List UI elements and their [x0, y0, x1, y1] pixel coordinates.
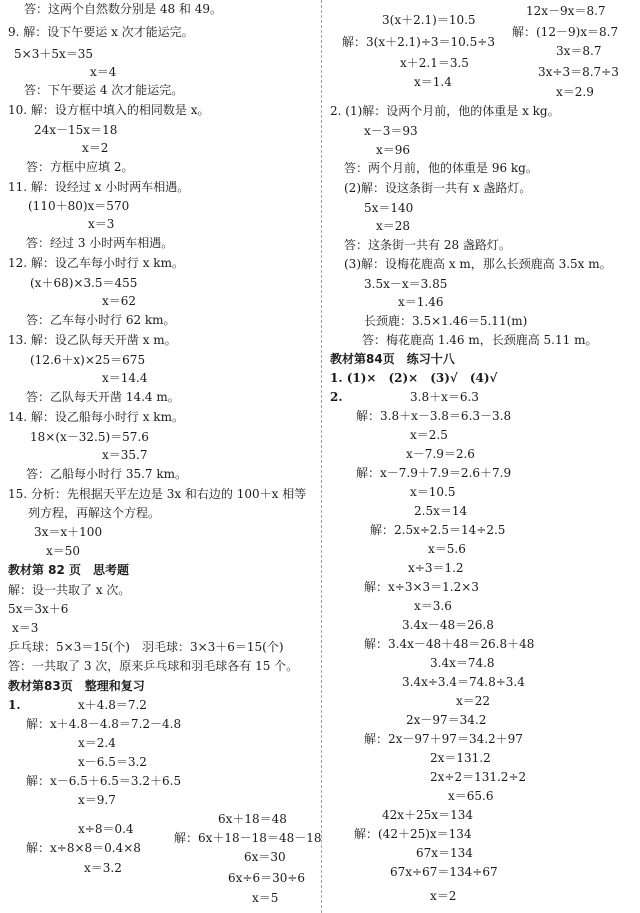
answer-line: 答：一共取了 3 次，原来乒乓球和羽毛球各有 15 个。	[8, 659, 299, 673]
equation-line: 解：x÷8×8＝0.4×8	[26, 841, 141, 855]
equation-line: 解：x＋4.8－4.8＝7.2－4.8	[26, 717, 182, 731]
sub-problem: (2)解：设这条街一共有 x 盏路灯。	[344, 181, 532, 195]
equation-line: 5x＝140	[364, 201, 414, 215]
equation-line: 解：x－6.5＋6.5＝3.2＋6.5	[26, 774, 182, 788]
equation-line: 18×(x－32.5)＝57.6	[30, 430, 149, 444]
sub-problem: (3)解：设梅花鹿高 x m，那么长颈鹿高 3.5x m。	[344, 257, 612, 271]
column-divider	[321, 0, 322, 913]
equation-line: x＝14.4	[102, 371, 148, 385]
equation-line: 解：x－7.9＋7.9＝2.6＋7.9	[356, 466, 512, 480]
equation-line: x÷3＝1.2	[408, 561, 464, 575]
answer-line: 答：两个月前，他的体重是 96 kg。	[344, 161, 538, 175]
equation-line: x＝3.6	[414, 599, 452, 613]
problem-2: 2. (1)解：设两个月前，他的体重是 x kg。	[330, 104, 560, 118]
equation-line: 解：2x－97＋97＝34.2＋97	[364, 732, 523, 746]
equation-line: 6x＝30	[244, 850, 286, 864]
equation-line: x－3＝93	[364, 124, 418, 138]
equation-line: 3x＝8.7	[556, 44, 602, 58]
equation-line: x－7.9＝2.6	[406, 447, 475, 461]
section-heading-page-84: 教材第84页 练习十八	[330, 352, 455, 366]
problem-1: 1.	[8, 698, 21, 712]
equation-line: x＝2	[82, 141, 109, 155]
analysis-line: 列方程，再解这个方程。	[28, 506, 161, 520]
equation-line: x＝96	[376, 143, 411, 157]
equation-line: x＝2	[430, 889, 457, 903]
equation-line: 2.5x＝14	[414, 504, 468, 518]
equation-line: x＝62	[102, 294, 137, 308]
answer-line: 答：乙车每小时行 62 km。	[26, 313, 176, 327]
answer-line: 答：经过 3 小时两车相遇。	[26, 236, 174, 250]
equation-line: 24x－15x＝18	[34, 123, 118, 137]
equation-line: x＝3	[12, 621, 39, 635]
equation-line: (x＋68)×3.5＝455	[30, 276, 138, 290]
answer-line: 答：下午要运 4 次才能运完。	[24, 83, 184, 97]
equation-line: 解：x÷3×3＝1.2×3	[364, 580, 479, 594]
equation-line: 42x＋25x＝134	[382, 808, 473, 822]
equation-line: x＋2.1＝3.5	[400, 56, 469, 70]
equation-line: 3x＝x＋100	[34, 525, 103, 539]
equation-line: x＝4	[90, 65, 117, 79]
calculation-line: 长颈鹿：3.5×1.46＝5.11(m)	[364, 314, 528, 328]
equation-line: (12.6＋x)×25＝675	[30, 353, 146, 367]
equation-line: 3.8＋x＝6.3	[410, 390, 479, 404]
equation-line: 3x÷3＝8.7÷3	[538, 65, 619, 79]
equation-line: (110＋80)x＝570	[28, 199, 130, 213]
equation-line: 解：(12－9)x＝8.7	[512, 25, 619, 39]
equation-line: x＝2.4	[78, 736, 116, 750]
answer-line: 答：这条街一共有 28 盏路灯。	[344, 238, 511, 252]
equation-line: 3(x＋2.1)＝10.5	[382, 13, 476, 27]
answer-line: 答：乙队每天开凿 14.4 m。	[26, 390, 180, 404]
equation-line: 67x÷67＝134÷67	[390, 865, 498, 879]
equation-line: x＝5.6	[428, 542, 466, 556]
text-line: 答：这两个自然数分别是 48 和 49。	[24, 2, 222, 16]
equation-line: x＝1.4	[414, 75, 452, 89]
equation-line: 3.4x－48＝26.8	[402, 618, 494, 632]
calculation-line: 乒乓球：5×3＝15(个) 羽毛球：3×3＋6＝15(个)	[8, 640, 284, 654]
problem-12: 12. 解：设乙车每小时行 x km。	[8, 256, 184, 270]
equation-line: x＝28	[376, 219, 411, 233]
equation-line: x＝10.5	[410, 485, 456, 499]
equation-line: 2x÷2＝131.2÷2	[430, 770, 527, 784]
answer-line: 答：乙船每小时行 35.7 km。	[26, 467, 187, 481]
section-heading-page-82: 教材第 82 页 思考题	[8, 563, 130, 577]
equation-line: 3.5x－x＝3.85	[364, 277, 448, 291]
equation-line: 5×3＋5x＝35	[14, 47, 93, 61]
equation-line: 2x＝131.2	[430, 751, 491, 765]
equation-line: 3.4x÷3.4＝74.8÷3.4	[402, 675, 525, 689]
equation-line: x＝2.9	[556, 85, 594, 99]
answer-line: 答：方框中应填 2。	[26, 160, 134, 174]
equation-line: 3.4x＝74.8	[430, 656, 495, 670]
equation-line: 解：3(x＋2.1)÷3＝10.5÷3	[342, 35, 495, 49]
problem-2: 2.	[330, 390, 343, 404]
problem-14: 14. 解：设乙船每小时行 x km。	[8, 410, 184, 424]
equation-line: 解：3.4x－48＋48＝26.8＋48	[364, 637, 535, 651]
answer-line: 答：梅花鹿高 1.46 m，长颈鹿高 5.11 m。	[362, 333, 598, 347]
problem-1-answers: 1. (1)× (2)× (3)√ (4)√	[330, 371, 498, 385]
equation-line: x－6.5＝3.2	[78, 755, 147, 769]
equation-line: 解：2.5x÷2.5＝14÷2.5	[370, 523, 506, 537]
equation-line: 6x÷6＝30÷6	[228, 871, 306, 885]
equation-line: 5x＝3x＋6	[8, 602, 69, 616]
problem-11: 11. 解：设经过 x 小时两车相遇。	[8, 180, 190, 194]
equation-line: 解：(42＋25)x＝134	[354, 827, 472, 841]
problem-9: 9. 解：设下午要运 x 次才能运完。	[8, 25, 194, 39]
problem-10: 10. 解：设方框中填入的相同数是 x。	[8, 103, 210, 117]
solution-line: 解：设一共取了 x 次。	[8, 583, 131, 597]
equation-line: x＝35.7	[102, 448, 148, 462]
equation-line: 2x－97＝34.2	[406, 713, 487, 727]
equation-line: x＝50	[46, 544, 81, 558]
equation-line: 12x－9x＝8.7	[526, 4, 606, 18]
equation-line: x＝2.5	[410, 428, 448, 442]
equation-line: x＋4.8＝7.2	[78, 698, 147, 712]
equation-line: x＝9.7	[78, 793, 116, 807]
equation-line: 解：3.8＋x－3.8＝6.3－3.8	[356, 409, 512, 423]
equation-line: 解：6x＋18－18＝48－18	[174, 831, 322, 845]
equation-line: x＝5	[252, 891, 279, 905]
equation-line: x＝1.46	[398, 295, 444, 309]
problem-13: 13. 解：设乙队每天开凿 x m。	[8, 333, 177, 347]
equation-line: x＝65.6	[448, 789, 494, 803]
section-heading-page-83: 教材第83页 整理和复习	[8, 679, 145, 693]
equation-line: 67x＝134	[416, 846, 473, 860]
equation-line: x÷8＝0.4	[78, 822, 134, 836]
equation-line: x＝3.2	[84, 861, 122, 875]
equation-line: 6x＋18＝48	[218, 812, 287, 826]
problem-15: 15. 分析：先根据天平左边是 3x 和右边的 100＋x 相等	[8, 487, 307, 501]
equation-line: x＝22	[456, 694, 491, 708]
equation-line: x＝3	[88, 217, 115, 231]
